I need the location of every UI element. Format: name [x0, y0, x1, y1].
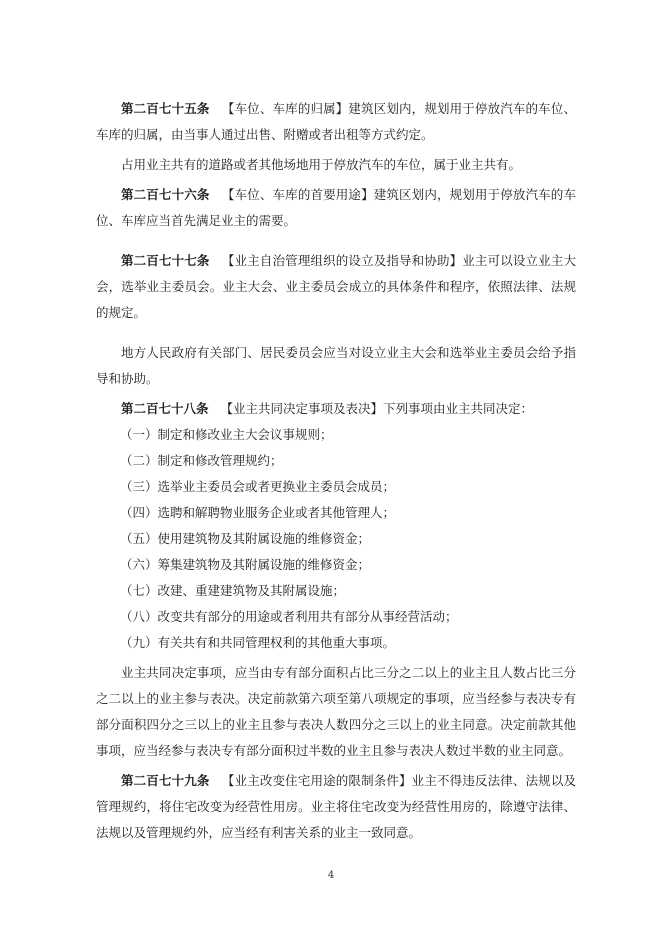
list-item: （六）筹集建筑物及其附属设施的维修资金； [120, 557, 371, 572]
list-item: （三）选举业主委员会或者更换业主委员会成员； [120, 479, 396, 494]
list-item: （九）有关共有和共同管理权利的其他重大事项。 [120, 635, 396, 650]
list-item: （七）改建、重建建筑物及其附属设施； [120, 583, 346, 598]
article-278-voting-paragraph: 业主共同决定事项，应当由专有部分面积占比三分之二以上的业主且人数占比三分之二以上的业主参与表决。决定前款第六项至第八项规定的事项，应当经参与表决专有部分面积四分之三以上的业主且参与表决人数四分之三以上的业主同意。决定前款其他事项，应当经参与表决专有部分面积过半数的业主且参与表决人数过半数的业主同意。 [96, 665, 576, 758]
article-279 [96, 768, 576, 846]
article-text: 建筑区划内，规划用于停放汽车的车位、车库的归属，由当事人通过出售、附赠或者出租等方式约定。 [96, 101, 576, 142]
article-number: 第二百七十六条 [121, 187, 210, 202]
article-title: 【车位、车库的归属】 [221, 101, 349, 116]
article-number: 第二百七十八条 [121, 401, 209, 416]
article-title: 【业主自治管理组织的设立及指导和协助】 [221, 253, 463, 268]
article-text: 建筑区划内，规划用于停放汽车的车位、车库应当首先满足业主的需要。 [96, 187, 576, 228]
list-item: （二）制定和修改管理规约； [120, 453, 283, 468]
article-277 [96, 248, 576, 326]
article-275 [96, 96, 576, 148]
article-number: 第二百七十九条 [121, 773, 210, 788]
article-text: 下列事项由业主共同决定： [382, 401, 533, 416]
article-278 [96, 396, 576, 422]
list-item: （八）改变共有部分的用途或者利用共有部分从事经营活动； [120, 609, 458, 624]
document-body [96, 96, 576, 846]
article-text: 业主不得违反法律、法规以及管理规约，将住宅改变为经营性用房。业主将住宅改变为经营性用房的，除遵守法律、法规以及管理规约外，应当经有利害关系的业主一致同意。 [96, 773, 576, 840]
article-number: 第二百七十五条 [121, 101, 210, 116]
list-item: （一）制定和修改业主大会议事规则； [120, 427, 333, 442]
article-text: 业主可以设立业主大会，选举业主委员会。业主大会、业主委员会成立的具体条件和程序，依照法律、法规的规定。 [96, 253, 576, 320]
article-275-paragraph-2: 占用业主共有的道路或者其他场地用于停放汽车的车位，属于业主共有。 [121, 157, 522, 172]
article-277-paragraph-2: 地方人民政府有关部门、居民委员会应当对设立业主大会和选举业主委员会给予指导和协助。 [96, 345, 576, 386]
article-title: 【业主改变住宅用途的限制条件】 [221, 773, 412, 788]
article-title: 【车位、车库的首要用途】 [221, 187, 374, 202]
article-title: 【业主共同决定事项及表决】 [220, 401, 383, 416]
list-item: （四）选聘和解聘物业服务企业或者其他管理人； [120, 505, 396, 520]
article-number: 第二百七十七条 [121, 253, 210, 268]
list-item: （五）使用建筑物及其附属设施的维修资金； [120, 531, 371, 546]
page-number: 4 [327, 870, 335, 881]
article-276 [96, 182, 576, 234]
